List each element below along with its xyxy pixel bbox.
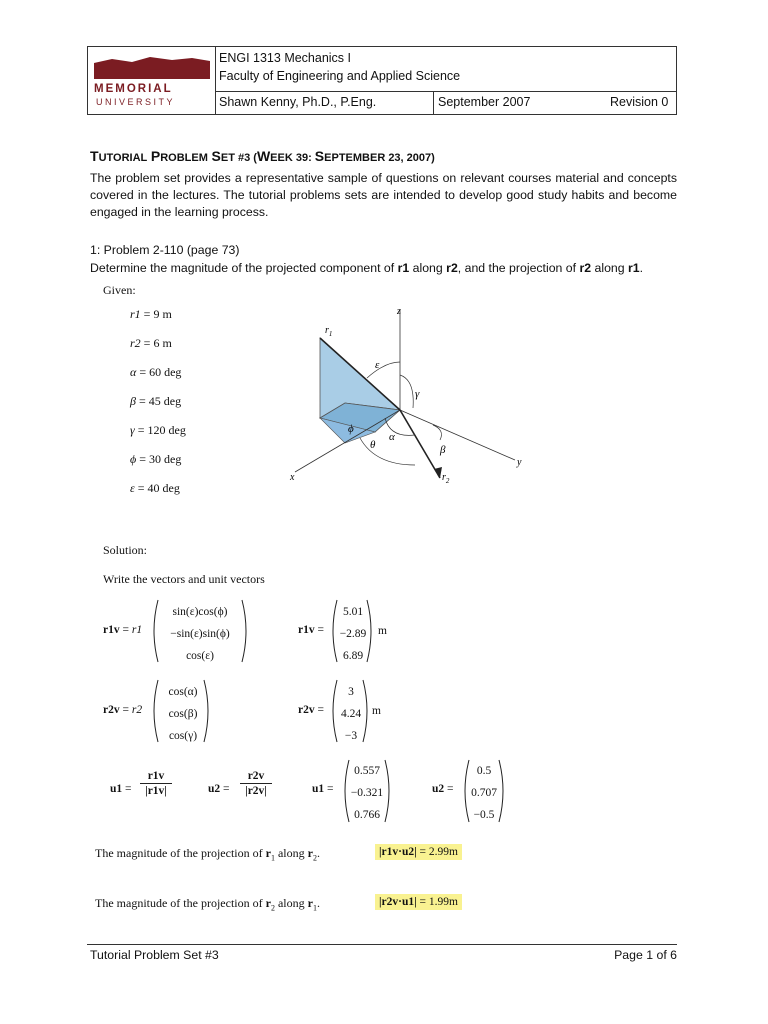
given-symbol: α xyxy=(130,365,137,379)
r2-vector xyxy=(400,410,440,478)
r1v-sym-matrix: sin(ε)cos(ϕ) −sin(ε)sin(ϕ) cos(ε) xyxy=(170,606,230,662)
given-value: 30 deg xyxy=(149,452,182,466)
r2v-num-matrix: 3 4.24 −3 xyxy=(340,686,362,742)
given-item: ε = 40 deg xyxy=(130,481,180,495)
header-divider xyxy=(215,91,676,92)
u2-lhs: u2 = xyxy=(208,783,230,795)
epsilon-label: ε xyxy=(375,359,380,371)
theta-arc xyxy=(360,438,415,465)
gamma-label: γ xyxy=(415,388,420,400)
footer-left: Tutorial Problem Set #3 xyxy=(90,948,219,962)
phi-label: ϕ xyxy=(348,423,354,435)
theta-label: θ xyxy=(370,439,376,451)
author-name: Shawn Kenny, Ph.D., P.Eng. xyxy=(219,95,377,109)
course-name: ENGI 1313 Mechanics I xyxy=(219,51,352,65)
given-value: 9 m xyxy=(153,307,172,321)
given-symbol: ϕ xyxy=(130,452,137,466)
given-value: 60 deg xyxy=(149,365,182,379)
page-number: Page 1 of 6 xyxy=(614,948,677,962)
u1-matrix: 0.557 −0.321 0.766 xyxy=(350,765,384,821)
r2-label: $r_2$ xyxy=(442,472,450,485)
given-label: Given: xyxy=(103,283,136,297)
y-axis xyxy=(400,410,515,460)
u1-lhs: u1 = xyxy=(110,783,132,795)
given-item: r2 = 6 m xyxy=(130,336,172,350)
header-divider xyxy=(433,92,434,114)
z-label: z xyxy=(397,306,401,317)
result-1-value: |r1v·u2| = 2.99m xyxy=(375,844,462,860)
u2-matrix: 0.5 0.707 −0.5 xyxy=(471,765,497,821)
u1-num-lhs: u1 = xyxy=(312,783,334,795)
r2v-sym-matrix: cos(α) cos(β) cos(γ) xyxy=(168,686,198,742)
epsilon-arc xyxy=(367,362,400,378)
logo-subtitle: UNIVERSITY xyxy=(96,97,176,107)
given-item: γ = 120 deg xyxy=(130,423,186,437)
r2v-lhs: r2v = r2 xyxy=(103,704,143,716)
header-divider xyxy=(215,47,216,114)
given-item: ϕ = 30 deg xyxy=(130,452,182,466)
revision-label: Revision 0 xyxy=(610,95,669,109)
given-item: α = 60 deg xyxy=(130,365,182,379)
given-symbol: r1 xyxy=(130,307,141,321)
memorial-logo-shape xyxy=(92,57,212,81)
u2-num-lhs: u2 = xyxy=(432,783,454,795)
r1v-num-matrix: 5.01 −2.89 6.89 xyxy=(339,606,367,662)
logo-wordmark: MEMORIAL xyxy=(94,83,173,95)
alpha-label: α xyxy=(389,431,395,443)
intro-paragraph: The problem set provides a representative sample of questions on relevant courses material and concepts covered in the lectures. The tutorial problems sets are intended to develop good study habits and become engaged in the learning process. xyxy=(90,171,677,219)
given-symbol: β xyxy=(130,394,136,408)
r2v-num-lhs: r2v = xyxy=(298,704,324,716)
given-symbol: γ xyxy=(130,423,135,437)
page-title: TUTORIAL PROBLEM SET #3 (WEEK 39: SEPTEMBER 23, 2007) xyxy=(90,148,435,164)
given-item: r1 = 9 m xyxy=(130,307,172,321)
r1v-unit: m xyxy=(378,625,387,637)
r1v-lhs: r1v = r1 xyxy=(103,624,143,636)
vector-diagram xyxy=(285,300,545,490)
problem-heading: 1: Problem 2-110 (page 73) xyxy=(90,243,240,257)
footer-rule xyxy=(87,944,677,945)
given-value: 40 deg xyxy=(147,481,180,495)
r1-label: $r_1$ xyxy=(325,325,333,338)
given-value: 120 deg xyxy=(147,423,186,437)
given-symbol: ε xyxy=(130,481,135,495)
u1-fraction: r1v |r1v| xyxy=(140,770,172,797)
faculty-name: Faculty of Engineering and Applied Science xyxy=(219,69,461,83)
solution-subhead: Write the vectors and unit vectors xyxy=(103,572,265,586)
gamma-arc xyxy=(400,375,413,408)
x-label: x xyxy=(290,472,295,483)
beta-label: β xyxy=(440,444,446,456)
result-1-text: The magnitude of the projection of $r_1$ along $r_2$. xyxy=(95,846,320,863)
solution-label: Solution: xyxy=(103,543,148,557)
result-2-value: |r2v·u1| = 1.99m xyxy=(375,894,462,910)
y-label: y xyxy=(517,457,522,468)
r2v-unit: m xyxy=(372,705,381,717)
r1v-num-lhs: r1v = xyxy=(298,624,324,636)
header-date: September 2007 xyxy=(438,95,531,109)
given-value: 45 deg xyxy=(148,394,182,408)
result-2-text: The magnitude of the projection of $r_2$ along $r_1$. xyxy=(95,896,320,913)
given-item: β = 45 deg xyxy=(130,394,182,408)
given-value: 6 m xyxy=(153,336,172,350)
header-table xyxy=(87,46,677,115)
given-symbol: r2 xyxy=(130,336,141,350)
problem-statement: Determine the magnitude of the projected component of r1 along r2, and the projection of r2 along r1. xyxy=(90,261,644,275)
u2-fraction: r2v |r2v| xyxy=(240,770,272,797)
